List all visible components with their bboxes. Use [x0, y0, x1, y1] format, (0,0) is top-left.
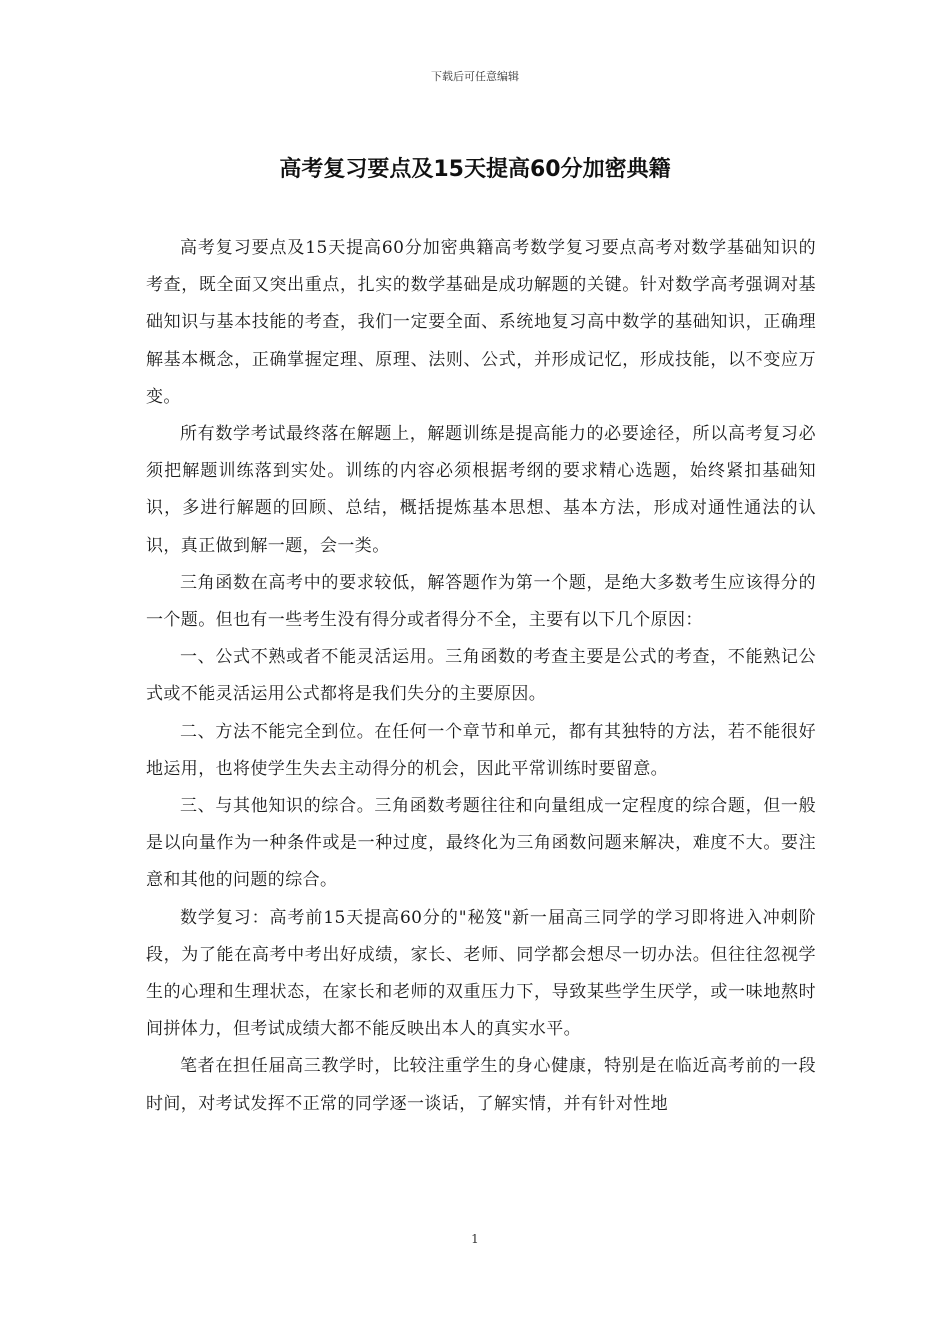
document-title: 高考复习要点及15天提高60分加密典籍: [279, 157, 671, 182]
paragraph-5: 二、方法不能完全到位。在任何一个章节和单元，都有其独特的方法，若不能很好地运用，也将使学生失去主动得分的机会，因此平常训练时要留意。: [146, 721, 816, 779]
document-body: [146, 230, 816, 1123]
header-note: 下载后可任意编辑: [431, 70, 519, 83]
paragraph-6: 三、与其他知识的综合。三角函数考题往往和向量组成一定程度的综合题，但一般是以向量作为一种条件或是一种过度，最终化为三角函数问题来解决，难度不大。要注意和其他的问题的综合。: [146, 796, 816, 891]
paragraph-7: 数学复习：高考前15天提高60分的"秘笈"新一届高三同学的学习即将进入冲刺阶段，为了能在高考中考出好成绩，家长、老师、同学都会想尽一切办法。但往往忽视学生的心理和生理状态，在家长和老师的双重压力下，导致某些学生厌学，或一味地熬时间拼体力，但考试成绩大都不能反映出本人的真实水平。: [146, 907, 816, 1040]
page-number: 1: [471, 1232, 479, 1246]
paragraph-8: 笔者在担任届高三教学时，比较注重学生的身心健康，特别是在临近高考前的一段时间，对考试发挥不正常的同学逐一谈话，了解实情，并有针对性地: [146, 1056, 816, 1114]
paragraph-2: 所有数学考试最终落在解题上，解题训练是提高能力的必要途径，所以高考复习必须把解题训练落到实处。训练的内容必须根据考纲的要求精心选题，始终紧扣基础知识，多进行解题的回顾、总结，概括提炼基本思想、基本方法，形成对通性通法的认识，真正做到解一题，会一类。: [146, 424, 816, 556]
paragraph-3: 三角函数在高考中的要求较低，解答题作为第一个题，是绝大多数考生应该得分的一个题。但也有一些考生没有得分或者得分不全，主要有以下几个原因：: [146, 572, 816, 631]
paragraph-4: 一、公式不熟或者不能灵活运用。三角函数的考查主要是公式的考查，不能熟记公式或不能灵活运用公式都将是我们失分的主要原因。: [146, 647, 816, 705]
paragraph-1: 高考复习要点及15天提高60分加密典籍高考数学复习要点高考对数学基础知识的考查，既全面又突出重点，扎实的数学基础是成功解题的关键。针对数学高考强调对基础知识与基本技能的考查，我们一定要全面、系统地复习高中数学的基础知识，正确理解基本概念，正确掌握定理、原理、法则、公式，并形成记忆，形成技能，以不变应万变。: [146, 238, 816, 407]
